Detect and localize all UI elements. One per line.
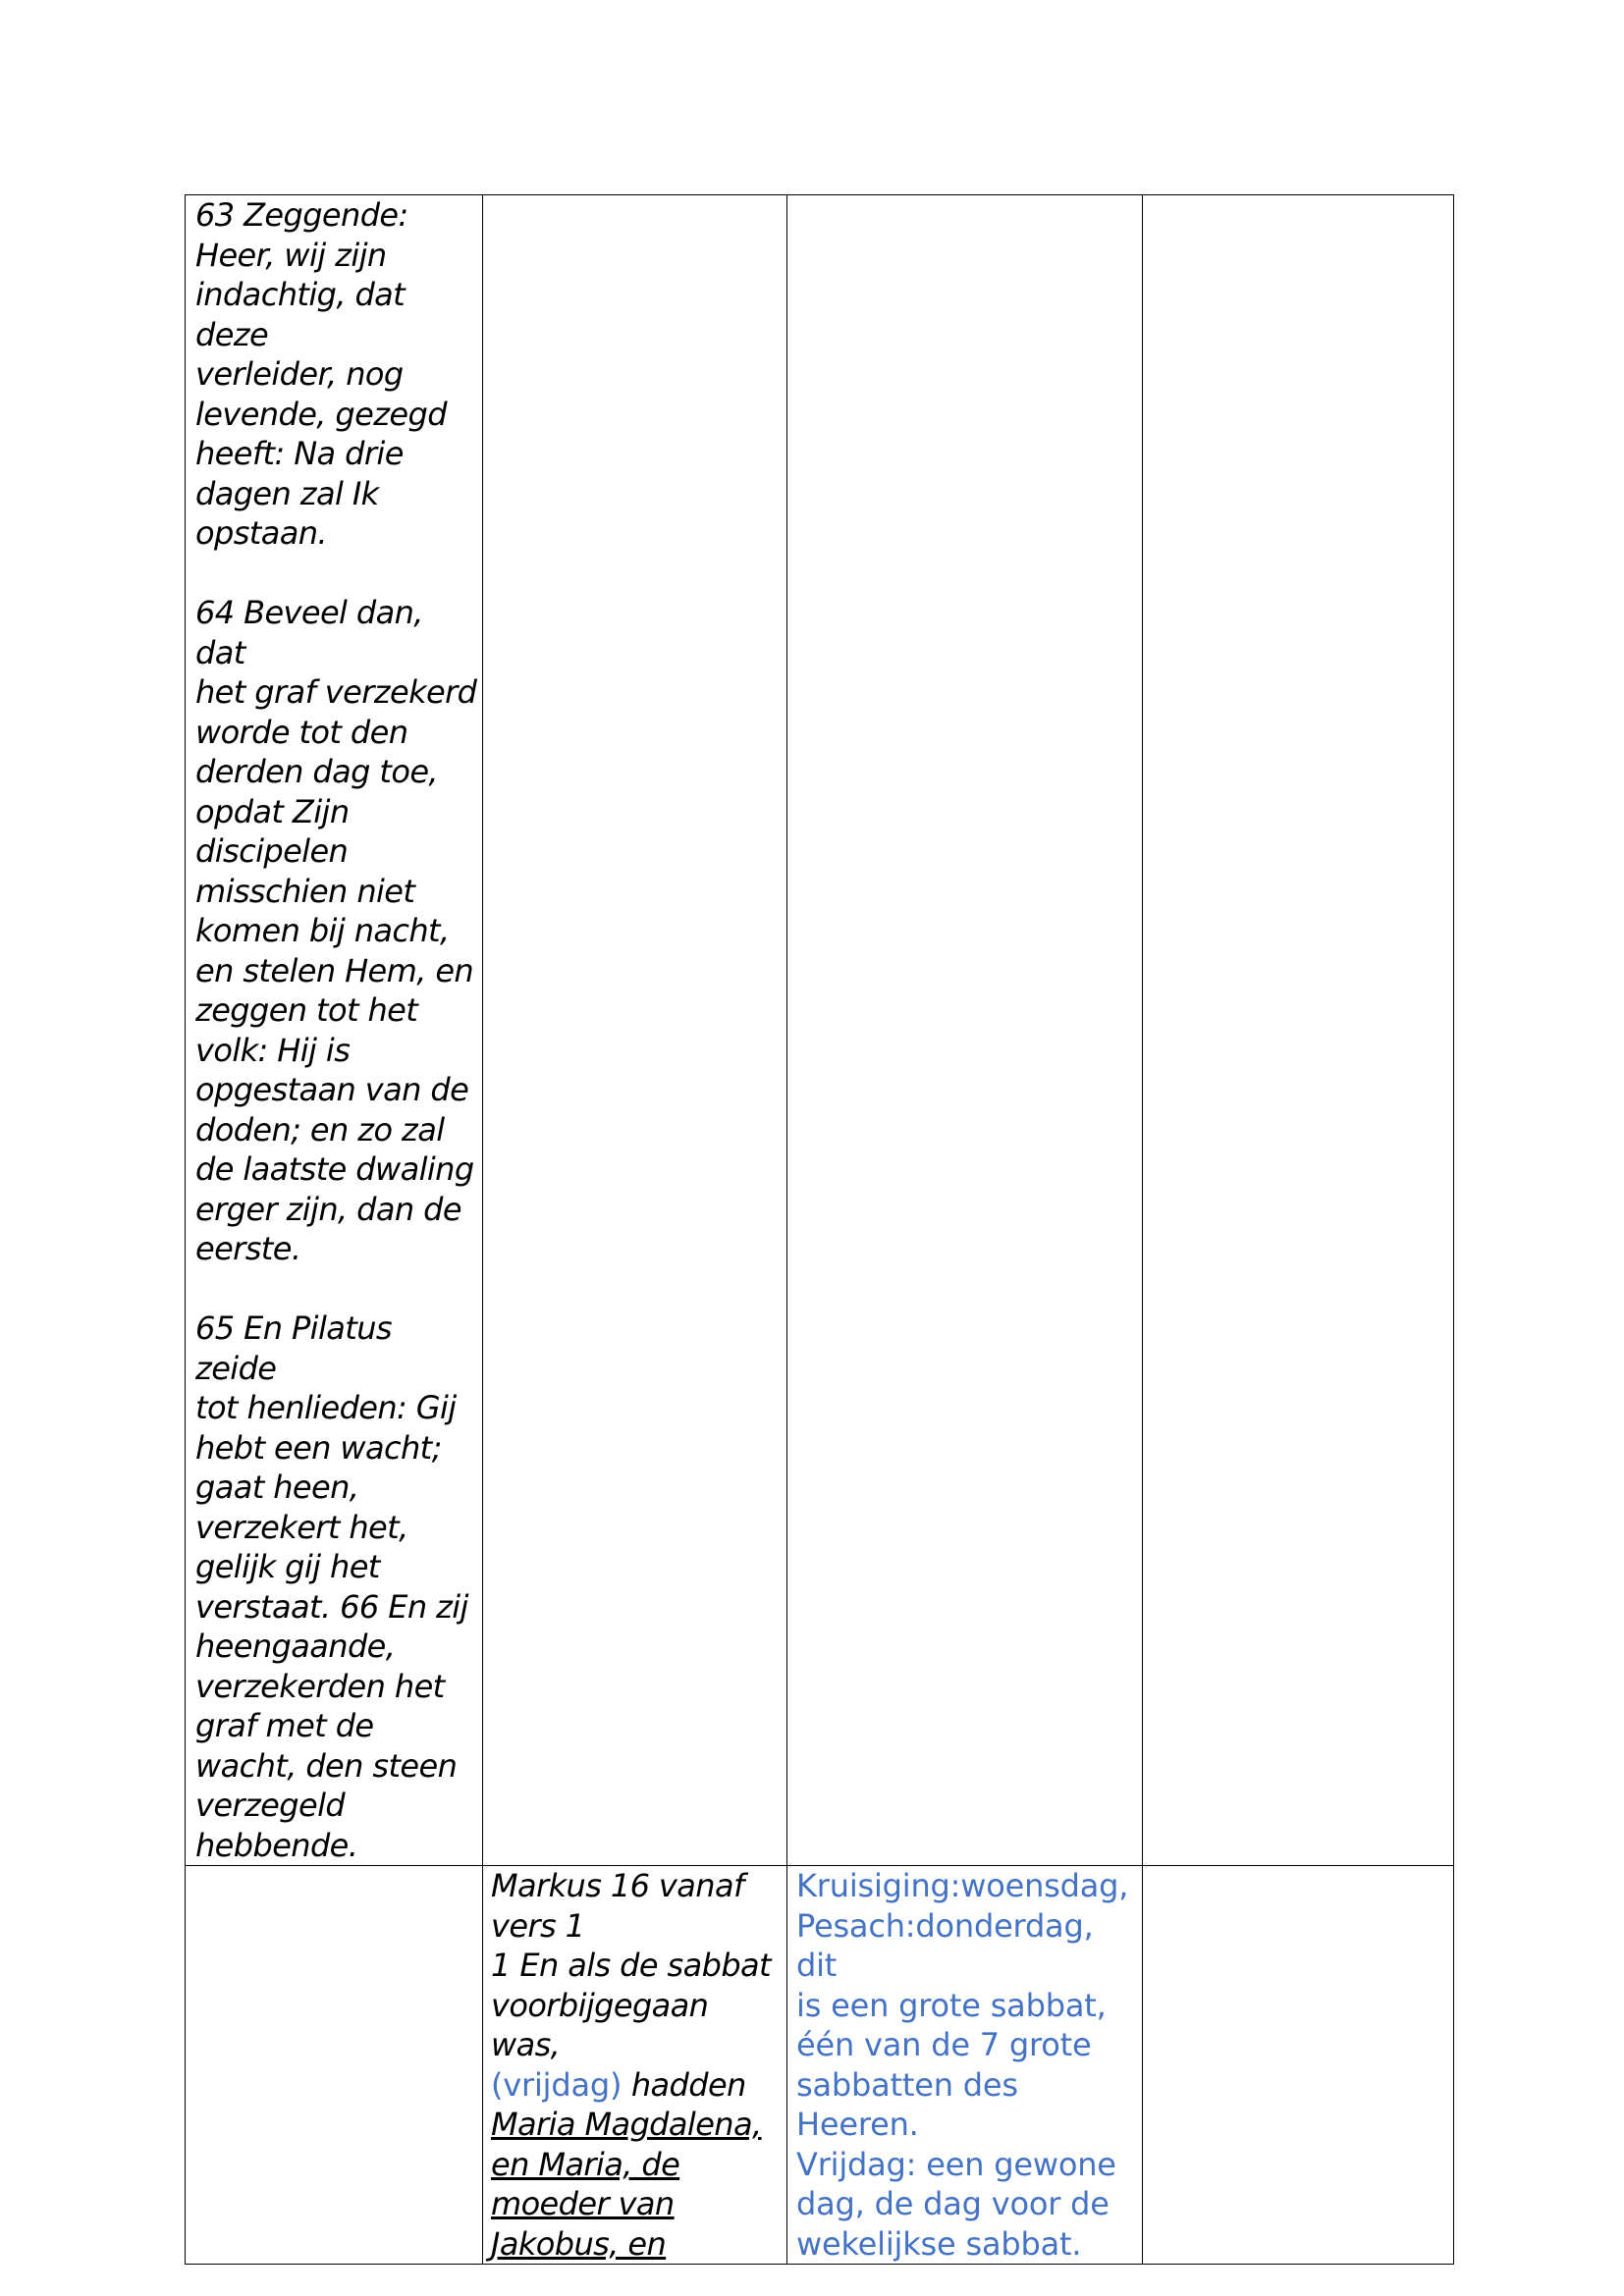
comparison-table [185,194,1454,2265]
table-cell-markus [483,1866,787,2265]
markus-verse-1 [491,1946,783,2264]
table-cell-empty [787,195,1143,1866]
verse-63: 63 Zeggende: Heer, wij zijn indachtig, dat deze verleider, nog levende, gezegd heeft: Na drie dagen zal Ik opstaan. [195,196,447,552]
table-cell-empty [483,195,787,1866]
markus-heading: Markus 16 vanaf vers 1 [491,1867,744,1945]
table-row [186,195,1454,1866]
verse-1-mid: hadden [622,2065,746,2104]
table-cell-notes [787,1866,1143,2265]
table-cell-matthew [186,195,483,1866]
inserted-note-vrijdag: (vrijdag) [491,2065,623,2104]
verse-65-66: 65 En Pilatus zeide tot henlieden: Gij hebt een wacht; gaat heen, verzekert het, gelijk gij het verstaat. 66 En zij heengaande, verzekerden het graf met de wacht, den steen verzegeld hebbende. [195,1309,468,1864]
commentary-note: Kruisiging:woensdag, Pesach:donderdag, dit is een grote sabbat, één van de 7 grote sabbatten des Heeren. Vrijdag: een gewone dag, de dag voor de wekelijkse sabbat. [796,1867,1129,2263]
table-cell-empty [186,1866,483,2265]
verse-64: 64 Beveel dan, dat het graf verzekerd worde tot den derden dag toe, opdat Zijn discipelen misschien niet komen bij nacht, en stelen Hem, en zeggen tot het volk: Hij is opgestaan van de doden; en zo zal de laatste dwaling erger zijn, dan de eerste. [195,594,477,1267]
underlined-names: Maria Magdalena, en Maria, de moeder van Jakobus, en [491,2106,762,2263]
table-row [186,1866,1454,2265]
table-cell-empty [1143,1866,1454,2265]
table-cell-empty [1143,195,1454,1866]
verse-1-start: 1 En als de sabbat voorbijgegaan was, [491,1947,771,2063]
